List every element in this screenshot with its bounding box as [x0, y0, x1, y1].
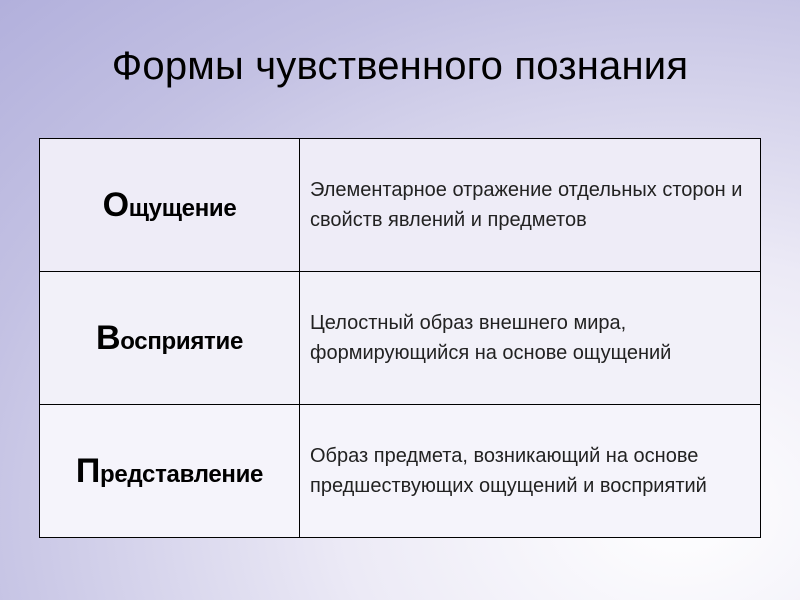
term-initial-letter: О — [102, 185, 129, 224]
term-cell-perception — [40, 272, 300, 405]
term-cell-representation — [40, 405, 300, 538]
definition-cell: Образ предмета, возникающий на основе предшествующих ощущений и восприятий — [300, 405, 761, 538]
term-initial-letter: П — [75, 451, 101, 490]
terms-table — [39, 138, 761, 538]
term-initial-letter: В — [95, 318, 121, 357]
definition-cell: Целостный образ внешнего мира, формирующийся на основе ощущений — [300, 272, 761, 405]
term-label: редставление — [100, 460, 264, 488]
term-label: осприятие — [120, 327, 244, 355]
table-row — [40, 272, 761, 405]
term-label: щущение — [128, 194, 237, 222]
table-row — [40, 139, 761, 272]
definition-cell: Элементарное отражение отдельных сторон и свойств явлений и предметов — [300, 139, 761, 272]
term-cell-sensation — [40, 139, 300, 272]
slide-title: Формы чувственного познания — [111, 44, 689, 88]
table-row — [40, 405, 761, 538]
